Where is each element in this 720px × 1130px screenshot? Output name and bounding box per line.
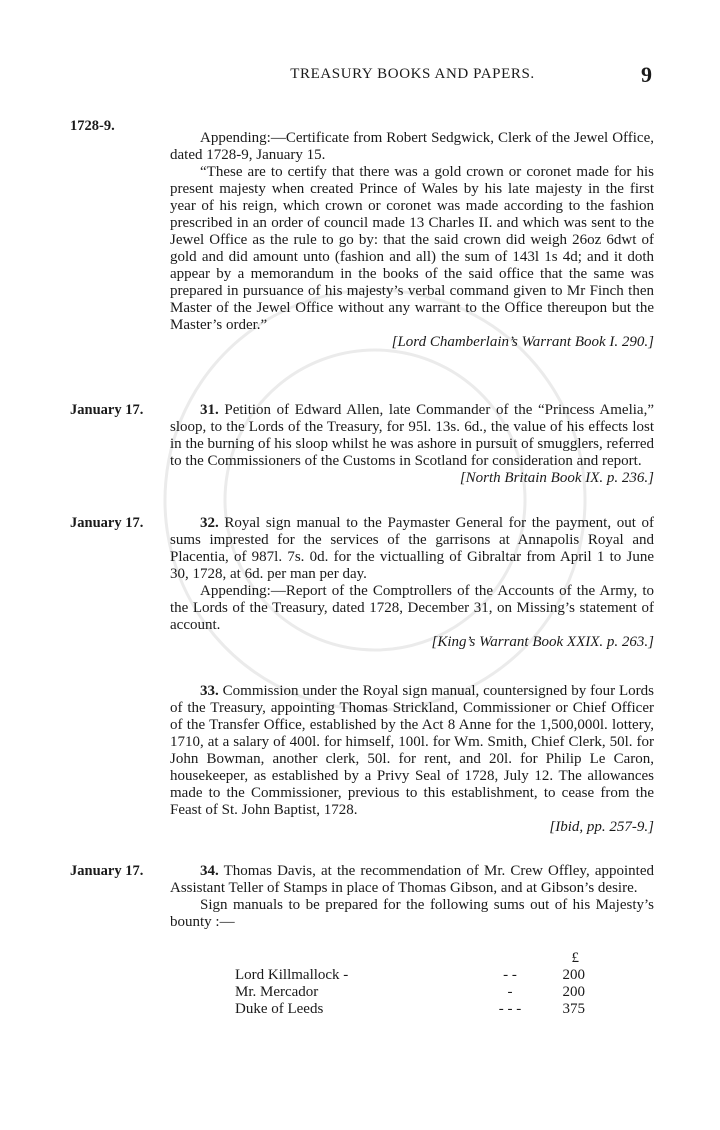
- entry-32: [170, 515, 654, 583]
- bounty-name: Mr. Mercador: [235, 984, 319, 1000]
- certificate-quote: “These are to certify that there was a gold crown or coronet made for his present majesty when created Prince of Wales by his late majesty in the first year of his reign, which crown or coronet was made according to the fashion prescribed in an order of council made 13 Charles II. and which was sent to the Jewel Office as the rule to go by: that the said crown did weigh 26oz 6dwt of gold and did amount unto (fashion and all) the sum of 143l 1s 4d; and it doth appear by a memorandum in the books of the said office that the same was prepared in pursuance of his majesty’s verbal command given to Mr Finch then Master of the Jewel Office without any warrant to the Office thereupon but the Master’s order.”: [170, 164, 654, 333]
- entry-34: [170, 863, 654, 897]
- table-row: [235, 967, 585, 984]
- bounty-amount: 200: [562, 984, 585, 1000]
- sign-manuals-intro: Sign manuals to be prepared for the following sums out of his Majesty’s bounty :—: [170, 897, 654, 930]
- bounty-name: Lord Killmallock -: [235, 967, 349, 983]
- date-entry-32: January 17.: [70, 515, 144, 531]
- entry-31-text: Petition of Edward Allen, late Commander of the “Princess Amelia,” sloop, to the Lords of the Treasury, for 95l. 13s. 6d., the value of his effects lost in the burning of his sloop whilst he was ashore in pursuit of smugglers, referred to the Commissioners of the Customs in Scotland for consideration and report.: [170, 402, 654, 469]
- entry-31: [170, 402, 654, 470]
- running-header: TREASURY BOOKS AND PAPERS.: [290, 66, 535, 82]
- bounty-amount: 375: [562, 1001, 585, 1017]
- entry-33: [170, 683, 654, 819]
- bounty-table: [235, 950, 585, 1018]
- entry-34-text: Thomas Davis, at the recommendation of Mr. Crew Offley, appointed Assistant Teller of Stamps in place of Thomas Gibson, and at Gibson’s desire.: [170, 863, 654, 896]
- entry-31-number: 31.: [200, 402, 219, 418]
- reference-chamberlain: [Lord Chamberlain’s Warrant Book I. 290.]: [391, 334, 654, 350]
- table-row: [235, 1001, 585, 1018]
- reference-north-britain: [North Britain Book IX. p. 236.]: [459, 470, 654, 486]
- appending-certificate: Appending:—Certificate from Robert Sedgwick, Clerk of the Jewel Office, dated 1728-9, January 15.: [170, 130, 654, 163]
- appending-report: Appending:—Report of the Comptrollers of the Accounts of the Army, to the Lords of the Treasury, dated 1728, December 31, on Missing’s statement of account.: [170, 583, 654, 633]
- date-entry-34: January 17.: [70, 863, 144, 879]
- bounty-dashes: - -: [503, 967, 517, 983]
- page-number: 9: [641, 62, 652, 87]
- reference-ibid: [Ibid, pp. 257-9.]: [549, 819, 654, 835]
- bounty-dashes: - - -: [498, 1001, 522, 1017]
- table-row: [235, 984, 585, 1001]
- entry-33-text: Commission under the Royal sign manual, countersigned by four Lords of the Treasury, appointing Thomas Strickland, Commissioner or Chief Officer of the Transfer Office, established by the Act 8 Anne for the 1,500,000l. lottery, 1710, at a salary of 400l. for himself, 100l. for Wm. Smith, Chief Clerk, 50l. for John Bowman, another clerk, 50l. for rent, and 20l. for Philip Le Caron, housekeeper, as established by a Privy Seal of 1728, July 12. The allowances made to the Commissioner, previous to this establishment, to cease from the Feast of St. John Baptist, 1728.: [170, 683, 654, 818]
- bounty-name: Duke of Leeds: [235, 1001, 324, 1017]
- entry-34-number: 34.: [200, 863, 219, 879]
- year-label: 1728-9.: [70, 118, 115, 134]
- date-entry-31: January 17.: [70, 402, 144, 418]
- entry-33-number: 33.: [200, 683, 219, 699]
- entry-32-text: Royal sign manual to the Paymaster General for the payment, out of sums imprested for the services of the garrisons at Annapolis Royal and Placentia, of 987l. 7s. 0d. for the victualling of Gibraltar from April 1 to June 30, 1728, at 6d. per man per day.: [170, 515, 655, 582]
- currency-symbol: £: [571, 950, 579, 966]
- bounty-amount: 200: [562, 967, 585, 983]
- bounty-dashes: -: [507, 984, 513, 1000]
- entry-32-number: 32.: [200, 515, 219, 531]
- reference-kings-warrant: [King’s Warrant Book XXIX. p. 263.]: [431, 634, 654, 650]
